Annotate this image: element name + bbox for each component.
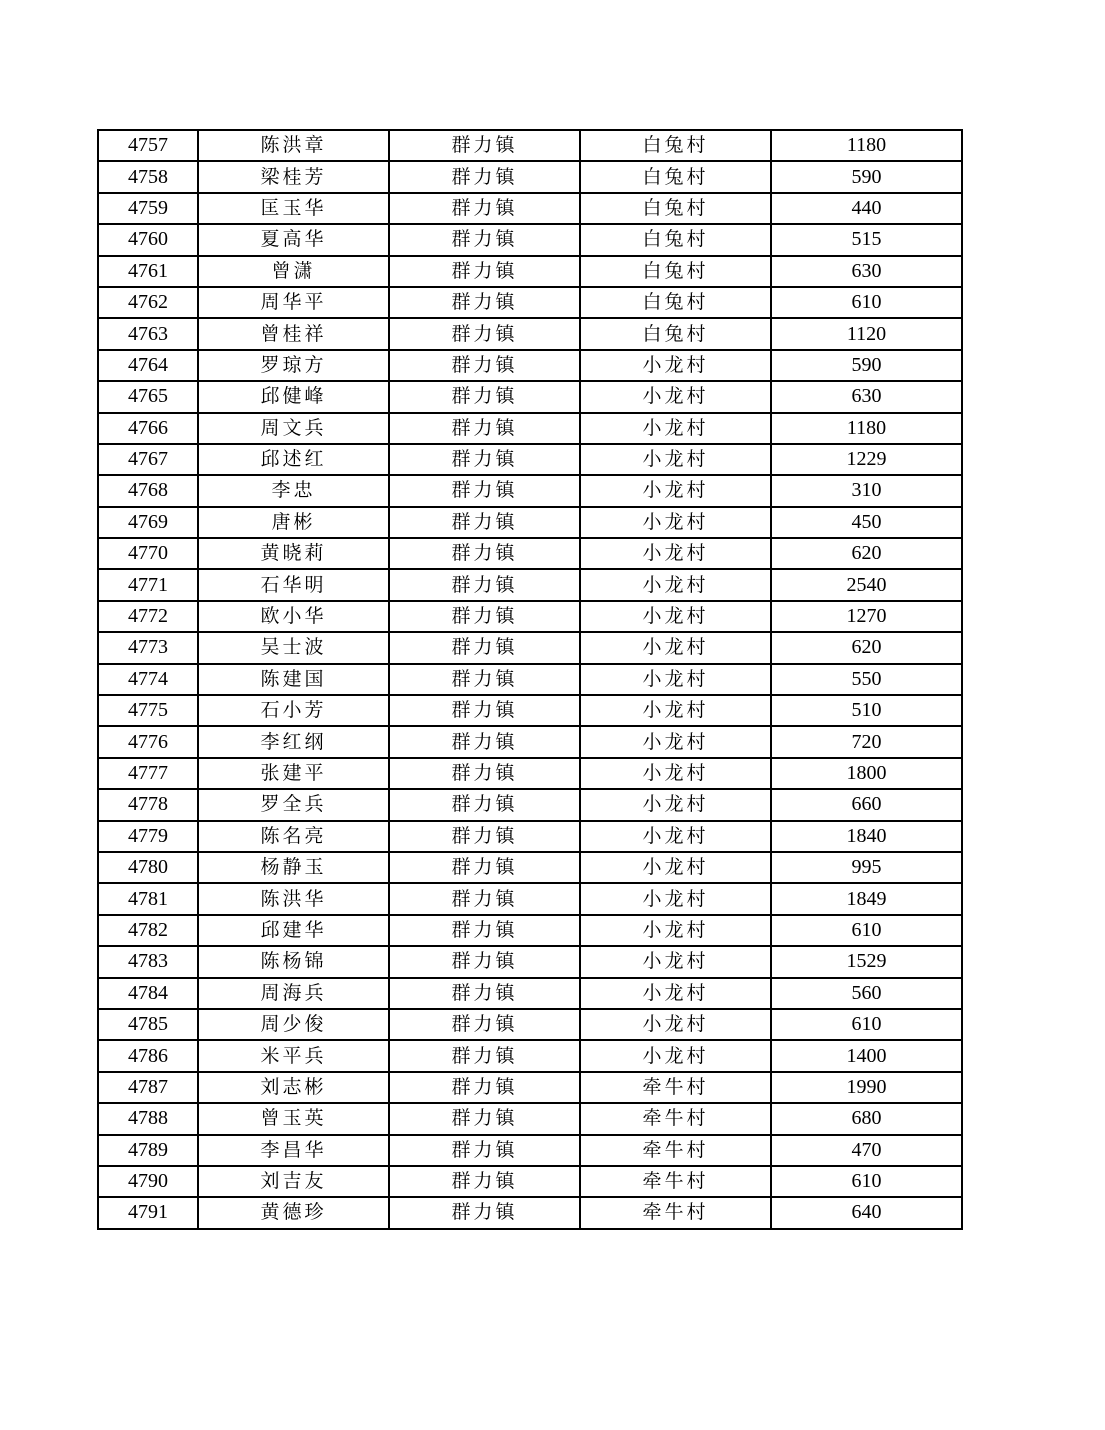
cell-town: 群力镇 — [389, 413, 580, 444]
cell-id: 4783 — [98, 946, 198, 977]
table-row — [98, 1009, 962, 1040]
cell-amount: 630 — [771, 381, 962, 412]
cell-town: 群力镇 — [389, 193, 580, 224]
cell-id: 4774 — [98, 664, 198, 695]
cell-amount: 450 — [771, 507, 962, 538]
cell-village: 小龙村 — [580, 475, 771, 506]
cell-village: 小龙村 — [580, 726, 771, 757]
cell-name: 唐彬 — [198, 507, 389, 538]
cell-name: 李忠 — [198, 475, 389, 506]
cell-town: 群力镇 — [389, 664, 580, 695]
cell-village: 小龙村 — [580, 1040, 771, 1071]
cell-town: 群力镇 — [389, 1040, 580, 1071]
table-row — [98, 444, 962, 475]
cell-name: 陈杨锦 — [198, 946, 389, 977]
cell-amount: 995 — [771, 852, 962, 883]
table-row — [98, 789, 962, 820]
cell-amount: 610 — [771, 1009, 962, 1040]
cell-name: 邱述红 — [198, 444, 389, 475]
cell-village: 小龙村 — [580, 444, 771, 475]
cell-village: 小龙村 — [580, 915, 771, 946]
table-row — [98, 883, 962, 914]
cell-town: 群力镇 — [389, 883, 580, 914]
cell-name: 杨静玉 — [198, 852, 389, 883]
cell-id: 4789 — [98, 1135, 198, 1166]
table-row — [98, 224, 962, 255]
cell-name: 吴士波 — [198, 632, 389, 663]
cell-amount: 680 — [771, 1103, 962, 1134]
cell-village: 白兔村 — [580, 193, 771, 224]
cell-id: 4787 — [98, 1072, 198, 1103]
table-row — [98, 664, 962, 695]
table-row — [98, 1040, 962, 1071]
cell-town: 群力镇 — [389, 789, 580, 820]
cell-town: 群力镇 — [389, 538, 580, 569]
table-row — [98, 978, 962, 1009]
cell-village: 小龙村 — [580, 632, 771, 663]
cell-amount: 1529 — [771, 946, 962, 977]
cell-id: 4791 — [98, 1197, 198, 1228]
cell-village: 牵牛村 — [580, 1072, 771, 1103]
cell-amount: 1229 — [771, 444, 962, 475]
table-row — [98, 821, 962, 852]
cell-amount: 1180 — [771, 130, 962, 161]
table-row — [98, 695, 962, 726]
cell-village: 白兔村 — [580, 318, 771, 349]
cell-name: 周少俊 — [198, 1009, 389, 1040]
cell-village: 小龙村 — [580, 601, 771, 632]
cell-id: 4764 — [98, 350, 198, 381]
cell-town: 群力镇 — [389, 224, 580, 255]
cell-town: 群力镇 — [389, 852, 580, 883]
cell-town: 群力镇 — [389, 978, 580, 1009]
cell-id: 4757 — [98, 130, 198, 161]
cell-village: 小龙村 — [580, 758, 771, 789]
cell-id: 4779 — [98, 821, 198, 852]
cell-village: 牵牛村 — [580, 1197, 771, 1228]
cell-village: 白兔村 — [580, 224, 771, 255]
table-row — [98, 726, 962, 757]
cell-village: 小龙村 — [580, 1009, 771, 1040]
cell-id: 4759 — [98, 193, 198, 224]
cell-id: 4790 — [98, 1166, 198, 1197]
cell-amount: 550 — [771, 664, 962, 695]
cell-village: 小龙村 — [580, 413, 771, 444]
table-row — [98, 413, 962, 444]
cell-town: 群力镇 — [389, 601, 580, 632]
cell-town: 群力镇 — [389, 1072, 580, 1103]
cell-id: 4788 — [98, 1103, 198, 1134]
cell-village: 白兔村 — [580, 287, 771, 318]
cell-id: 4781 — [98, 883, 198, 914]
cell-village: 小龙村 — [580, 695, 771, 726]
table-row — [98, 287, 962, 318]
cell-amount: 560 — [771, 978, 962, 1009]
cell-amount: 620 — [771, 632, 962, 663]
cell-name: 陈洪华 — [198, 883, 389, 914]
cell-village: 小龙村 — [580, 664, 771, 695]
cell-amount: 1270 — [771, 601, 962, 632]
cell-id: 4785 — [98, 1009, 198, 1040]
cell-name: 刘志彬 — [198, 1072, 389, 1103]
cell-town: 群力镇 — [389, 1135, 580, 1166]
cell-town: 群力镇 — [389, 444, 580, 475]
cell-village: 小龙村 — [580, 946, 771, 977]
cell-name: 陈洪章 — [198, 130, 389, 161]
cell-town: 群力镇 — [389, 256, 580, 287]
cell-village: 小龙村 — [580, 381, 771, 412]
cell-village: 小龙村 — [580, 507, 771, 538]
cell-id: 4761 — [98, 256, 198, 287]
cell-id: 4777 — [98, 758, 198, 789]
cell-name: 梁桂芳 — [198, 161, 389, 192]
cell-amount: 1840 — [771, 821, 962, 852]
table-row — [98, 507, 962, 538]
cell-amount: 440 — [771, 193, 962, 224]
cell-id: 4760 — [98, 224, 198, 255]
table-row — [98, 915, 962, 946]
cell-name: 米平兵 — [198, 1040, 389, 1071]
cell-town: 群力镇 — [389, 758, 580, 789]
table-row — [98, 161, 962, 192]
cell-amount: 620 — [771, 538, 962, 569]
cell-id: 4762 — [98, 287, 198, 318]
table-row — [98, 1135, 962, 1166]
cell-id: 4773 — [98, 632, 198, 663]
cell-amount: 310 — [771, 475, 962, 506]
table-row — [98, 350, 962, 381]
cell-village: 牵牛村 — [580, 1135, 771, 1166]
cell-amount: 610 — [771, 1166, 962, 1197]
cell-name: 邱建华 — [198, 915, 389, 946]
cell-name: 石华明 — [198, 569, 389, 600]
cell-id: 4766 — [98, 413, 198, 444]
table-row — [98, 1072, 962, 1103]
cell-name: 欧小华 — [198, 601, 389, 632]
cell-amount: 590 — [771, 161, 962, 192]
cell-village: 白兔村 — [580, 161, 771, 192]
cell-name: 罗琼方 — [198, 350, 389, 381]
table-row — [98, 1197, 962, 1228]
cell-id: 4782 — [98, 915, 198, 946]
cell-name: 曾桂祥 — [198, 318, 389, 349]
cell-amount: 610 — [771, 915, 962, 946]
table-row — [98, 1103, 962, 1134]
cell-id: 4784 — [98, 978, 198, 1009]
cell-name: 夏高华 — [198, 224, 389, 255]
cell-amount: 720 — [771, 726, 962, 757]
cell-amount: 610 — [771, 287, 962, 318]
cell-amount: 515 — [771, 224, 962, 255]
cell-name: 李红纲 — [198, 726, 389, 757]
cell-amount: 640 — [771, 1197, 962, 1228]
cell-amount: 630 — [771, 256, 962, 287]
cell-id: 4767 — [98, 444, 198, 475]
cell-amount: 1120 — [771, 318, 962, 349]
cell-name: 陈名亮 — [198, 821, 389, 852]
cell-town: 群力镇 — [389, 318, 580, 349]
table-row — [98, 538, 962, 569]
table-row — [98, 381, 962, 412]
cell-village: 小龙村 — [580, 538, 771, 569]
table-row — [98, 318, 962, 349]
cell-id: 4776 — [98, 726, 198, 757]
cell-amount: 1800 — [771, 758, 962, 789]
cell-name: 匡玉华 — [198, 193, 389, 224]
cell-amount: 1400 — [771, 1040, 962, 1071]
cell-id: 4780 — [98, 852, 198, 883]
cell-amount: 470 — [771, 1135, 962, 1166]
table-row — [98, 569, 962, 600]
cell-village: 牵牛村 — [580, 1166, 771, 1197]
cell-village: 小龙村 — [580, 350, 771, 381]
cell-name: 刘吉友 — [198, 1166, 389, 1197]
cell-id: 4772 — [98, 601, 198, 632]
cell-town: 群力镇 — [389, 350, 580, 381]
cell-village: 白兔村 — [580, 256, 771, 287]
records-table — [97, 129, 963, 1230]
cell-name: 周海兵 — [198, 978, 389, 1009]
cell-town: 群力镇 — [389, 475, 580, 506]
table-row — [98, 632, 962, 663]
cell-id: 4771 — [98, 569, 198, 600]
cell-town: 群力镇 — [389, 507, 580, 538]
cell-town: 群力镇 — [389, 161, 580, 192]
cell-village: 牵牛村 — [580, 1103, 771, 1134]
cell-id: 4778 — [98, 789, 198, 820]
cell-village: 小龙村 — [580, 978, 771, 1009]
cell-town: 群力镇 — [389, 569, 580, 600]
cell-town: 群力镇 — [389, 946, 580, 977]
table-row — [98, 475, 962, 506]
cell-id: 4768 — [98, 475, 198, 506]
cell-town: 群力镇 — [389, 381, 580, 412]
cell-name: 周华平 — [198, 287, 389, 318]
cell-name: 黄晓莉 — [198, 538, 389, 569]
cell-town: 群力镇 — [389, 695, 580, 726]
cell-name: 陈建国 — [198, 664, 389, 695]
cell-town: 群力镇 — [389, 130, 580, 161]
cell-village: 小龙村 — [580, 883, 771, 914]
cell-village: 白兔村 — [580, 130, 771, 161]
cell-town: 群力镇 — [389, 915, 580, 946]
cell-id: 4758 — [98, 161, 198, 192]
cell-village: 小龙村 — [580, 821, 771, 852]
cell-amount: 2540 — [771, 569, 962, 600]
cell-amount: 510 — [771, 695, 962, 726]
cell-name: 黄德珍 — [198, 1197, 389, 1228]
cell-id: 4765 — [98, 381, 198, 412]
cell-amount: 1180 — [771, 413, 962, 444]
cell-name: 邱健峰 — [198, 381, 389, 412]
cell-id: 4775 — [98, 695, 198, 726]
table-row — [98, 130, 962, 161]
table-row — [98, 758, 962, 789]
records-table-body — [98, 130, 962, 1229]
cell-name: 石小芳 — [198, 695, 389, 726]
cell-town: 群力镇 — [389, 726, 580, 757]
table-row — [98, 1166, 962, 1197]
cell-town: 群力镇 — [389, 287, 580, 318]
cell-name: 李昌华 — [198, 1135, 389, 1166]
cell-village: 小龙村 — [580, 852, 771, 883]
cell-town: 群力镇 — [389, 632, 580, 663]
cell-amount: 660 — [771, 789, 962, 820]
cell-name: 曾潇 — [198, 256, 389, 287]
table-row — [98, 852, 962, 883]
table-row — [98, 601, 962, 632]
cell-id: 4769 — [98, 507, 198, 538]
cell-town: 群力镇 — [389, 1166, 580, 1197]
cell-amount: 590 — [771, 350, 962, 381]
cell-name: 罗全兵 — [198, 789, 389, 820]
cell-id: 4763 — [98, 318, 198, 349]
cell-name: 曾玉英 — [198, 1103, 389, 1134]
cell-name: 张建平 — [198, 758, 389, 789]
cell-amount: 1990 — [771, 1072, 962, 1103]
cell-town: 群力镇 — [389, 821, 580, 852]
cell-village: 小龙村 — [580, 569, 771, 600]
cell-amount: 1849 — [771, 883, 962, 914]
cell-village: 小龙村 — [580, 789, 771, 820]
cell-name: 周文兵 — [198, 413, 389, 444]
cell-id: 4770 — [98, 538, 198, 569]
cell-id: 4786 — [98, 1040, 198, 1071]
table-row — [98, 256, 962, 287]
table-row — [98, 946, 962, 977]
cell-town: 群力镇 — [389, 1009, 580, 1040]
cell-town: 群力镇 — [389, 1197, 580, 1228]
cell-town: 群力镇 — [389, 1103, 580, 1134]
table-row — [98, 193, 962, 224]
